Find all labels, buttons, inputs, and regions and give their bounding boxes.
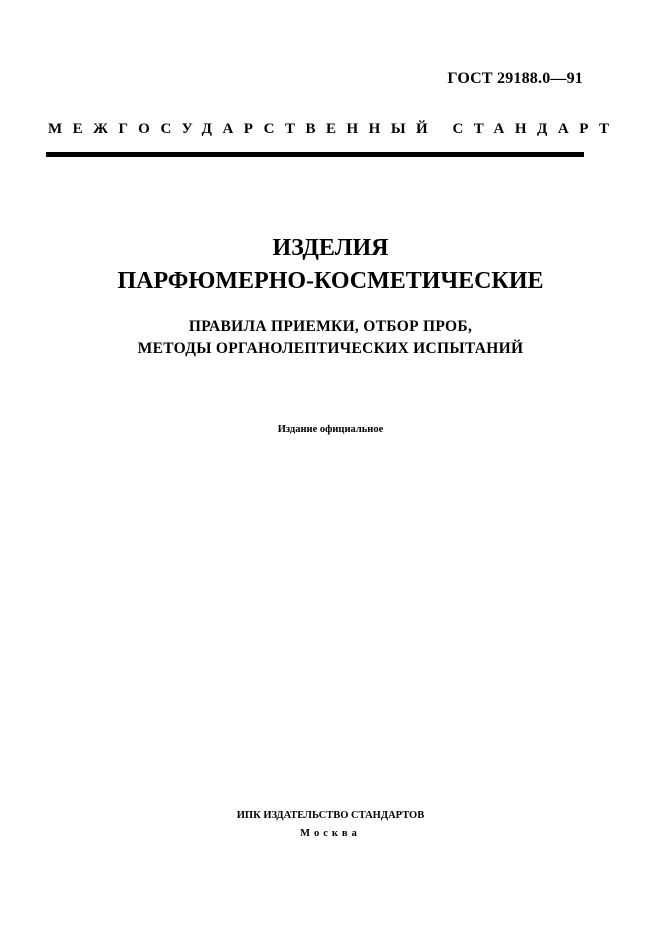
title-line: ИЗДЕЛИЯ xyxy=(272,235,389,261)
document-subtitle xyxy=(0,316,661,360)
standard-number: ГОСТ 29188.0—91 xyxy=(447,70,583,87)
publisher-name: ИПК ИЗДАТЕЛЬСТВО СТАНДАРТОВ xyxy=(236,810,425,821)
subtitle-line: МЕТОДЫ ОРГАНОЛЕПТИЧЕСКИХ ИСПЫТАНИЙ xyxy=(137,340,524,357)
edition-note: Издание официальное xyxy=(277,424,384,435)
publisher-city: Москва xyxy=(300,828,361,839)
document-title xyxy=(0,232,661,298)
title-line: ПАРФЮМЕРНО-КОСМЕТИЧЕСКИЕ xyxy=(117,268,544,294)
subtitle-line: ПРАВИЛА ПРИЕМКИ, ОТБОР ПРОБ, xyxy=(188,318,473,335)
standard-category: МЕЖГОСУДАРСТВЕННЫЙ СТАНДАРТ xyxy=(48,121,620,137)
header-rule xyxy=(46,152,584,157)
